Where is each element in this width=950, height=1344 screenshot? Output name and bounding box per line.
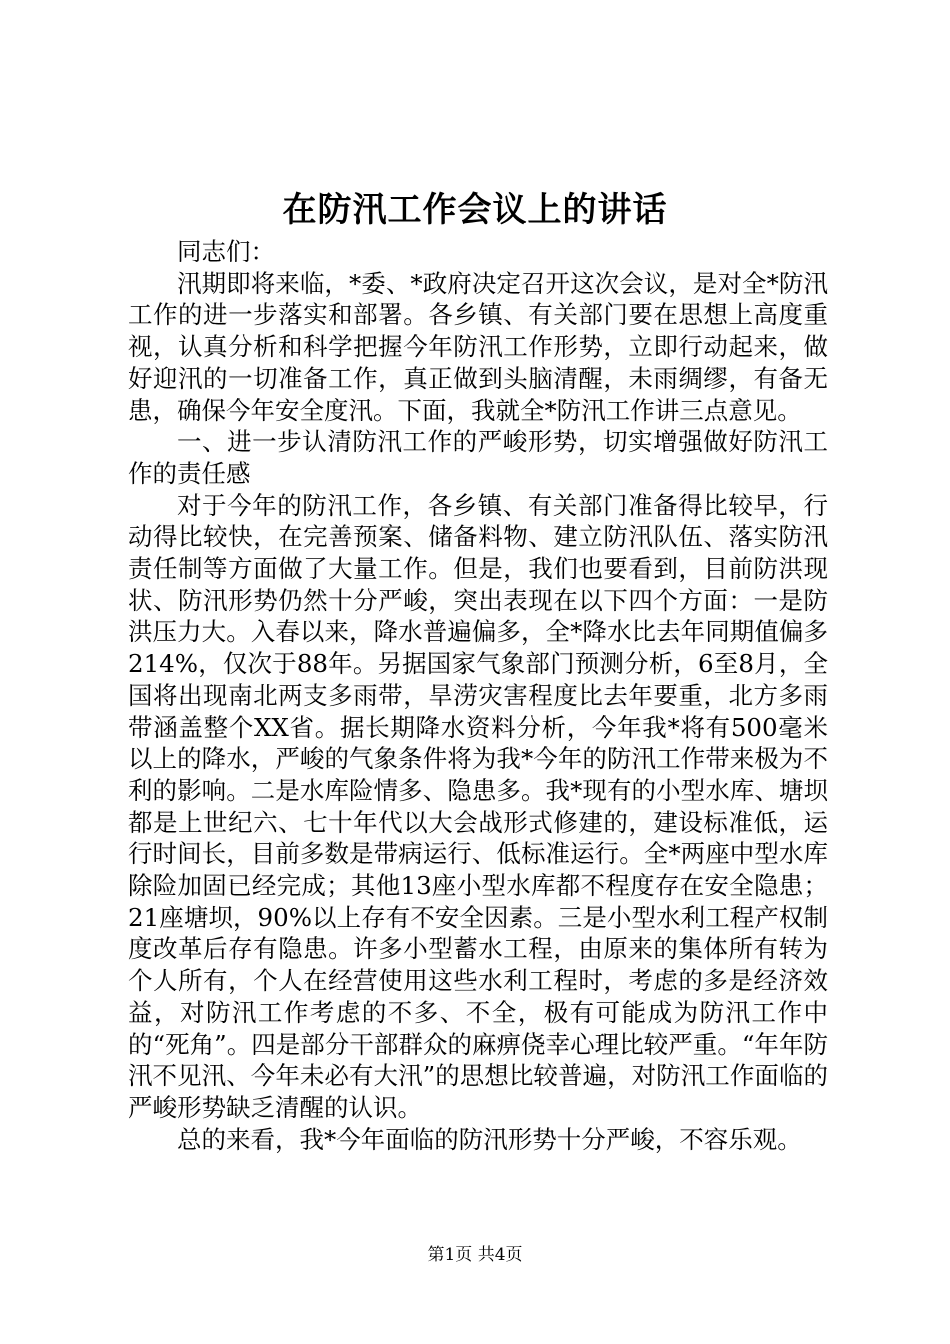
- document-body: [128, 236, 828, 1155]
- summary-paragraph: 总的来看，我*今年面临的防汛形势十分严峻，不容乐观。: [177, 1124, 802, 1154]
- document-title: 在防汛工作会议上的讲话: [282, 190, 668, 230]
- salutation-paragraph: 同志们：: [177, 237, 275, 266]
- section-heading-one: 一、进一步认清防汛工作的严峻形势，切实增强做好防汛工作的责任感: [128, 427, 828, 488]
- page-number-footer: 第1页 共4页: [427, 1245, 523, 1265]
- intro-paragraph: 汛期即将来临，*委、*政府决定召开这次会议，是对全*防汛工作的进一步落实和部署。各乡镇、有关部门要在思想上高度重视，认真分析和科学把握今年防汛工作形势，立即行动起来，做好迎汛的一切准备工作，真正做到头脑清醒，未雨绸缪，有备无患，确保今年安全度汛。下面，我就全*防汛工作讲三点意见。: [128, 268, 828, 425]
- situation-paragraph: 对于今年的防汛工作，各乡镇、有关部门准备得比较早，行动得比较快，在完善预案、储备料物、建立防汛队伍、落实防汛责任制等方面做了大量工作。但是，我们也要看到，目前防洪现状、防汛形势仍然十分严峻，突出表现在以下四个方面：一是防洪压力大。入春以来，降水普遍偏多，全*降水比去年同期值偏多214%，仅次于88年。另据国家气象部门预测分析，6至8月，全国将出现南北两支多雨带，旱涝灾害程度比去年要重，北方多雨带涵盖整个XX省。据长期降水资料分析，今年我*将有500毫米以上的降水，严峻的气象条件将为我*今年的防汛工作带来极为不利的影响。二是水库险情多、隐患多。我*现有的小型水库、塘坝都是上世纪六、七十年代以大会战形式修建的，建设标准低，运行时间长，目前多数是带病运行、低标准运行。全*两座中型水库除险加固已经完成；其他13座小型水库都不程度存在安全隐患；21座塘坝，90%以上存有不安全因素。三是小型水利工程产权制度改革后存有隐患。许多小型蓄水工程，由原来的集体所有转为个人所有，个人在经营使用这些水利工程时，考虑的多是经济效益，对防汛工作考虑的不多、不全，极有可能成为防汛工作中的“死角”。四是部分干部群众的麻痹侥幸心理比较严重。“年年防汛不见汛、今年未必有大汛”的思想比较普遍，对防汛工作面临的严峻形势缺乏清醒的认识。: [128, 490, 828, 1122]
